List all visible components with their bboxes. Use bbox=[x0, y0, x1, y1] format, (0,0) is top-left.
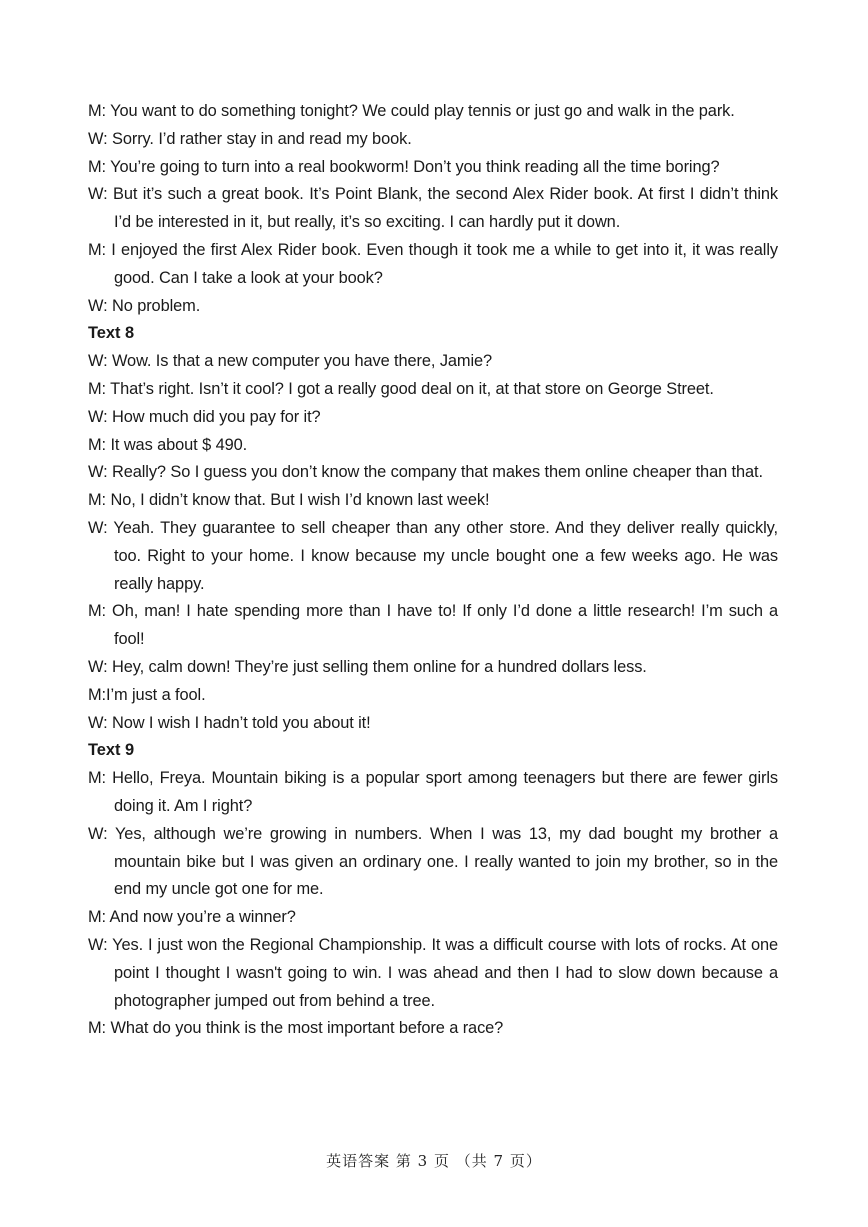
dialogue-line: W: Yes, although we’re growing in numbers. When I was 13, my dad bought my brother a mountain bike but I was given an ordinary one. I really wanted to join my brother, so in the end my uncle got one for me. bbox=[88, 824, 778, 899]
section-heading-text-8: Text 8 bbox=[88, 324, 135, 343]
dialogue-line: M: That’s right. Isn’t it cool? I got a really good deal on it, at that store on George Street. bbox=[88, 379, 714, 398]
dialogue-line: W: Really? So I guess you don’t know the company that makes them online cheaper than that. bbox=[88, 463, 763, 482]
document-body bbox=[88, 98, 778, 1043]
dialogue-line: M:I’m just a fool. bbox=[88, 685, 206, 704]
dialogue-line: M: Hello, Freya. Mountain biking is a popular sport among teenagers but there are fewer girls doing it. Am I right? bbox=[88, 769, 778, 815]
dialogue-line: M: Oh, man! I hate spending more than I have to! If only I’d done a little research! I’m such a fool! bbox=[88, 602, 778, 649]
dialogue-line: M: You want to do something tonight? We could play tennis or just go and walk in the park. bbox=[88, 102, 735, 120]
dialogue-line: W: No problem. bbox=[88, 296, 201, 315]
dialogue-line: W: Sorry. I’d rather stay in and read my book. bbox=[88, 129, 412, 148]
dialogue-line: M: No, I didn’t know that. But I wish I’d known last week! bbox=[88, 491, 490, 510]
dialogue-line: M: I enjoyed the first Alex Rider book. Even though it took me a while to get into it, it was really good. Can I take a look at your book? bbox=[88, 240, 778, 287]
dialogue-line: W: Wow. Is that a new computer you have there, Jamie? bbox=[88, 352, 493, 371]
dialogue-line: W: Yeah. They guarantee to sell cheaper than any other store. And they deliver really quickly, too. Right to your home. I know because my uncle bought one a few weeks ago. He was really happy. bbox=[88, 518, 778, 593]
dialogue-line: W: Hey, calm down! They’re just selling them online for a hundred dollars less. bbox=[88, 657, 647, 676]
dialogue-line: W: But it’s such a great book. It’s Point Blank, the second Alex Rider book. At first I didn’t think I’d be interested in it, but really, it’s so exciting. I can hardly put it down. bbox=[88, 185, 778, 232]
dialogue-line: W: Now I wish I hadn’t told you about it! bbox=[88, 713, 371, 732]
section-heading-text-9: Text 9 bbox=[88, 741, 135, 760]
dialogue-line: M: You’re going to turn into a real bookworm! Don’t you think reading all the time boring? bbox=[88, 157, 720, 176]
dialogue-line: M: It was about $ 490. bbox=[88, 435, 248, 454]
dialogue-line: M: And now you’re a winner? bbox=[88, 908, 296, 927]
dialogue-line: W: Yes. I just won the Regional Championship. It was a difficult course with lots of rocks. At one point I thought I wasn't going to win. I was ahead and then I had to slow down because a photographer jumped out from behind a tree. bbox=[88, 935, 778, 1010]
dialogue-line: M: What do you think is the most important before a race? bbox=[88, 1019, 504, 1038]
page-footer: 英语答案 第 3 页 （共 7 页） bbox=[326, 1152, 542, 1170]
dialogue-line: W: How much did you pay for it? bbox=[88, 407, 321, 426]
